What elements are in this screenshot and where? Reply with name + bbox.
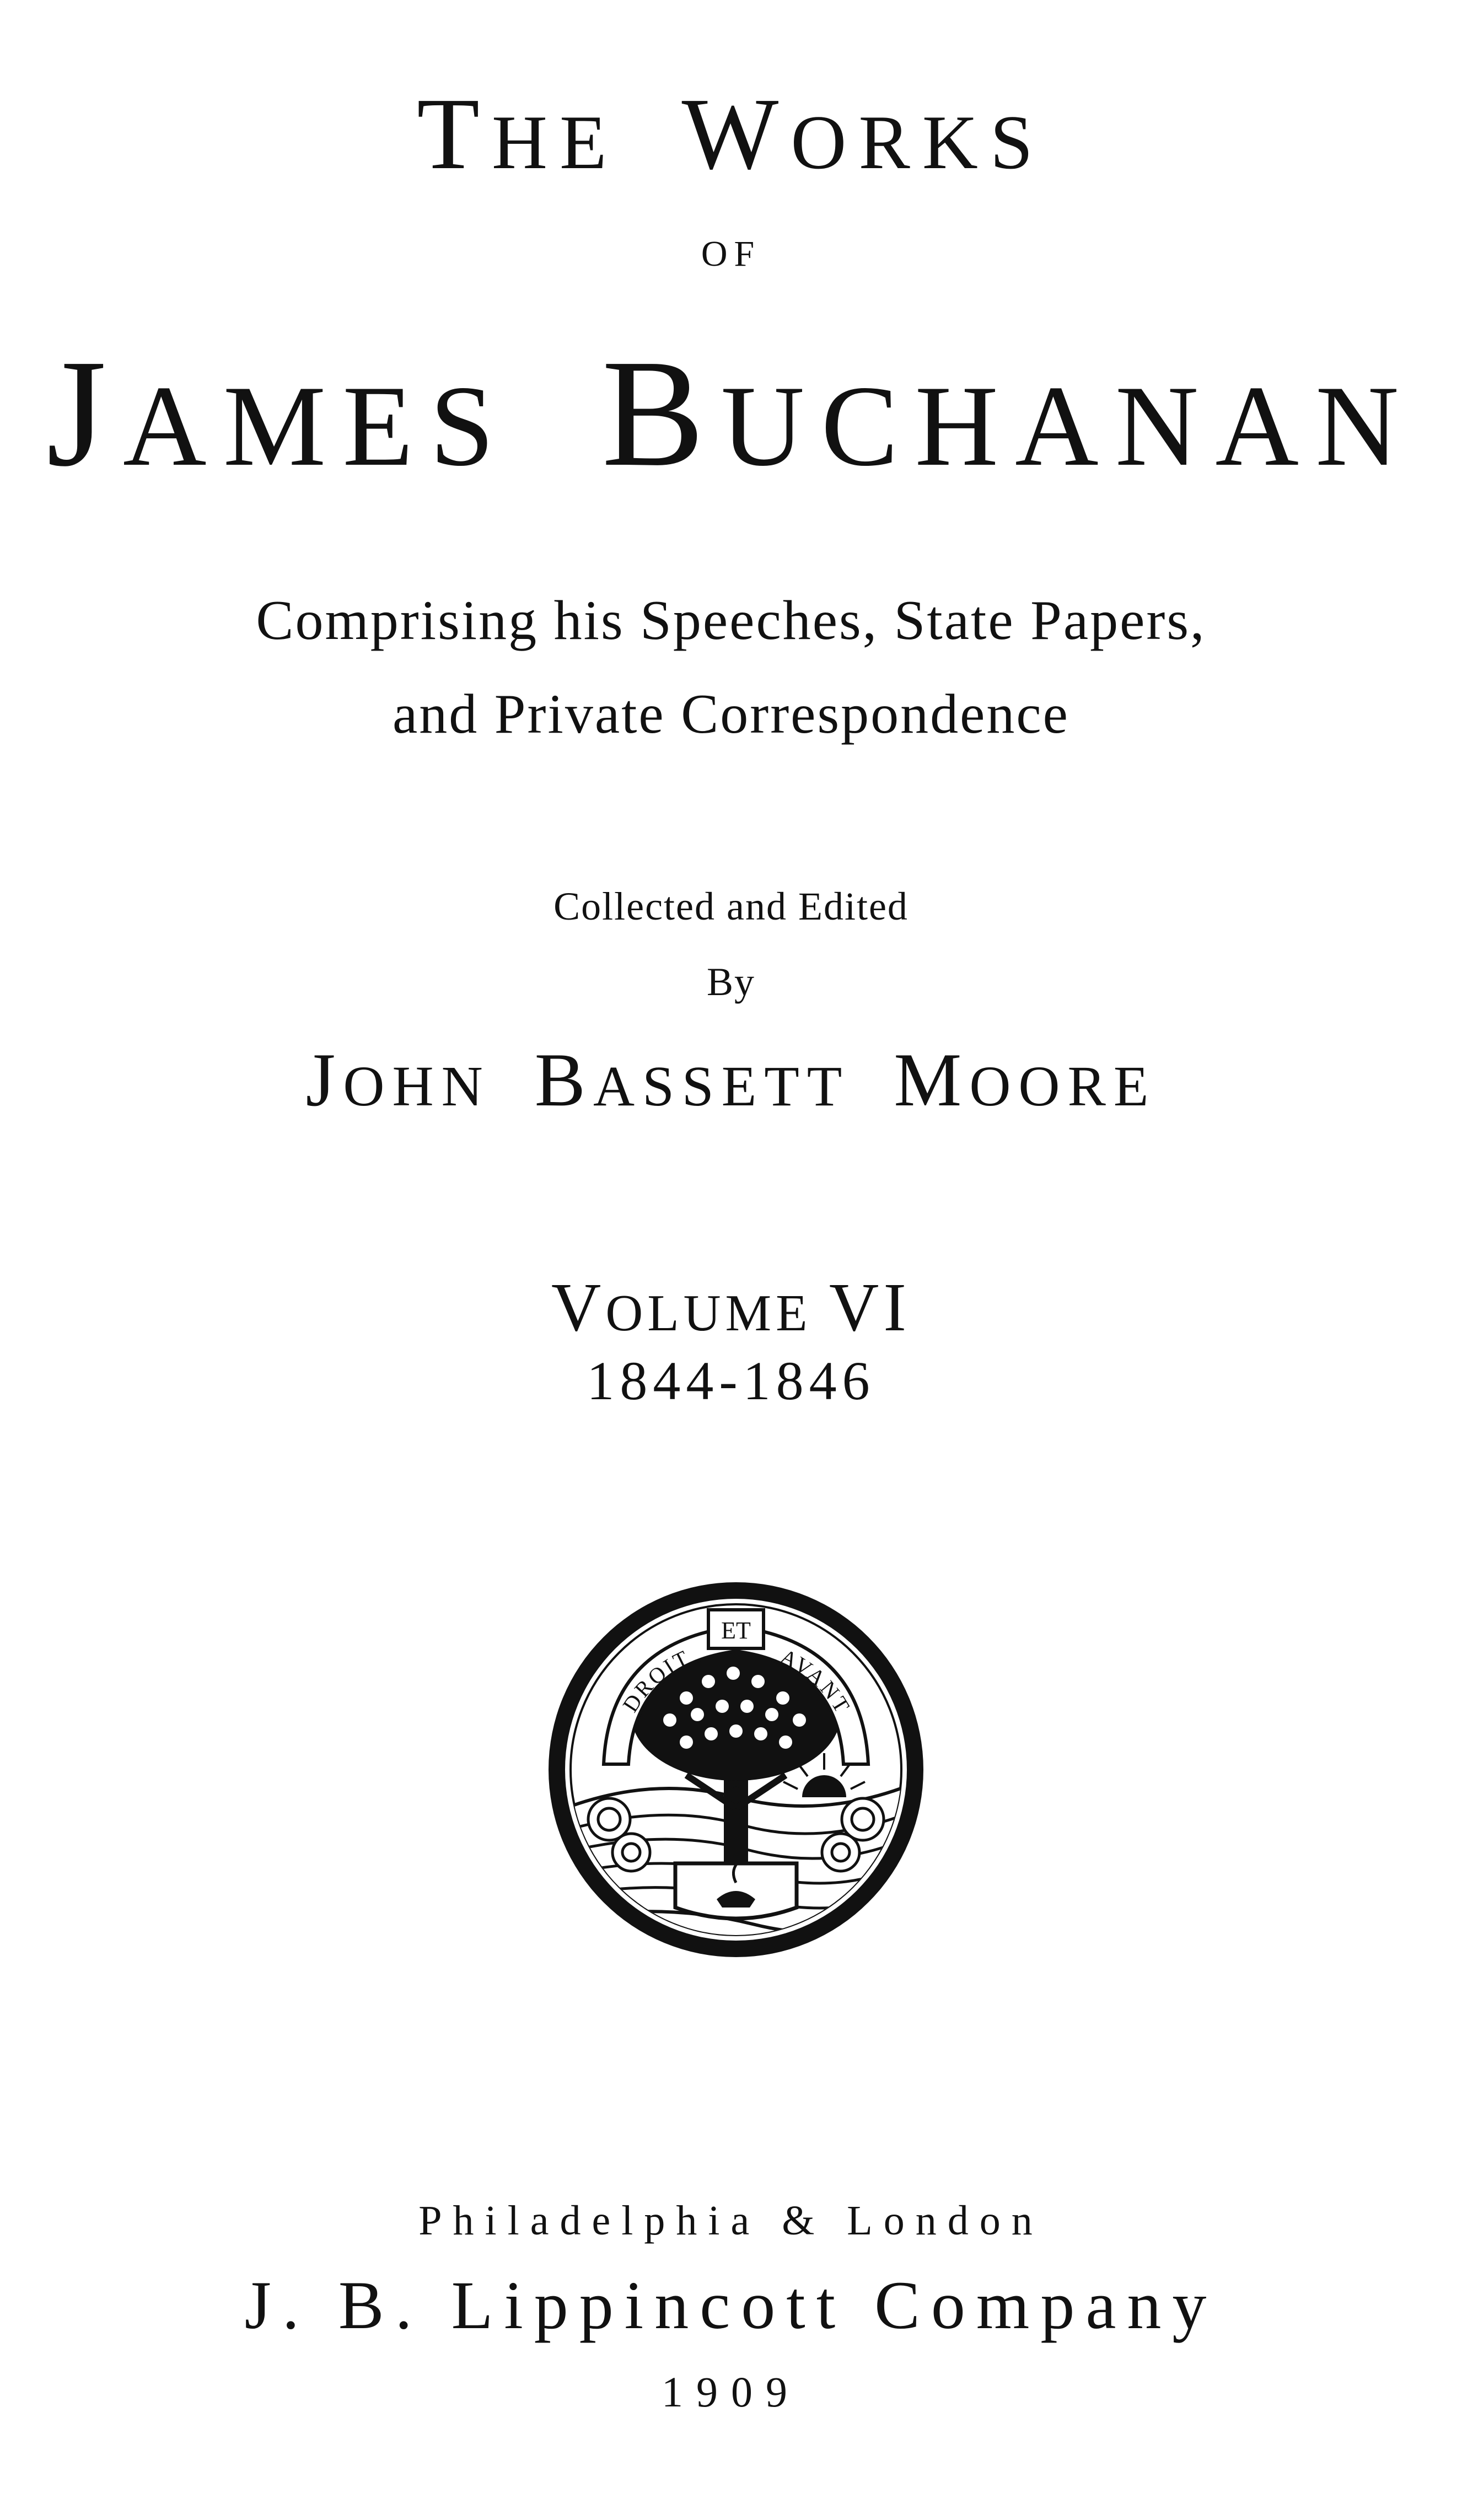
title-the-works <box>0 77 1462 191</box>
editor-word-ohn: OHN <box>343 1055 491 1118</box>
editor-initial-b: B <box>534 1038 593 1122</box>
editor-initial-m: M <box>894 1038 970 1122</box>
author-word-uchanan: UCHANAN <box>721 362 1416 490</box>
imprint-publisher: J. B. Lippincott Company <box>244 2268 1218 2343</box>
volume-years: 1844-1846 <box>587 1350 875 1411</box>
title-author <box>0 328 1462 498</box>
volume-initial-v: V <box>551 1270 606 1346</box>
title-initial-t: T <box>417 77 492 191</box>
publisher-seal-emblem <box>543 1577 929 1963</box>
subtitle-line-1: Comprising his Speeches, State Papers, <box>256 589 1206 652</box>
author-initial-b: B <box>601 328 721 498</box>
title-word-orks: ORKS <box>791 100 1045 185</box>
volume-word-olume: OLUME <box>605 1285 812 1342</box>
seal-shield-lamp <box>675 1863 797 1919</box>
editor-word-oore: OORE <box>969 1055 1157 1118</box>
editor-name <box>0 1038 1462 1122</box>
collected-and-edited: Collected and Edited <box>553 884 909 928</box>
editor-word-assett: ASSETT <box>593 1055 850 1118</box>
subtitle-line-2: and Private Correspondence <box>393 683 1069 745</box>
volume-numeral: VI <box>829 1270 911 1346</box>
title-of: OF <box>701 234 761 274</box>
author-word-ames: AMES <box>122 362 511 490</box>
seal-motto-right: AVANT <box>776 1643 856 1719</box>
seal-motto-center: ET <box>721 1617 751 1644</box>
volume-label <box>0 1270 1462 1346</box>
title-initial-w: W <box>681 77 791 191</box>
title-word-he: HE <box>491 100 619 185</box>
author-initial-j: J <box>46 328 123 498</box>
by-label: By <box>706 960 756 1004</box>
editor-initial-j: J <box>305 1038 343 1122</box>
imprint-place: Philadelphia & London <box>418 2197 1044 2244</box>
seal-motto-left: DROIT <box>617 1645 694 1717</box>
imprint-year: 1909 <box>662 2368 800 2416</box>
